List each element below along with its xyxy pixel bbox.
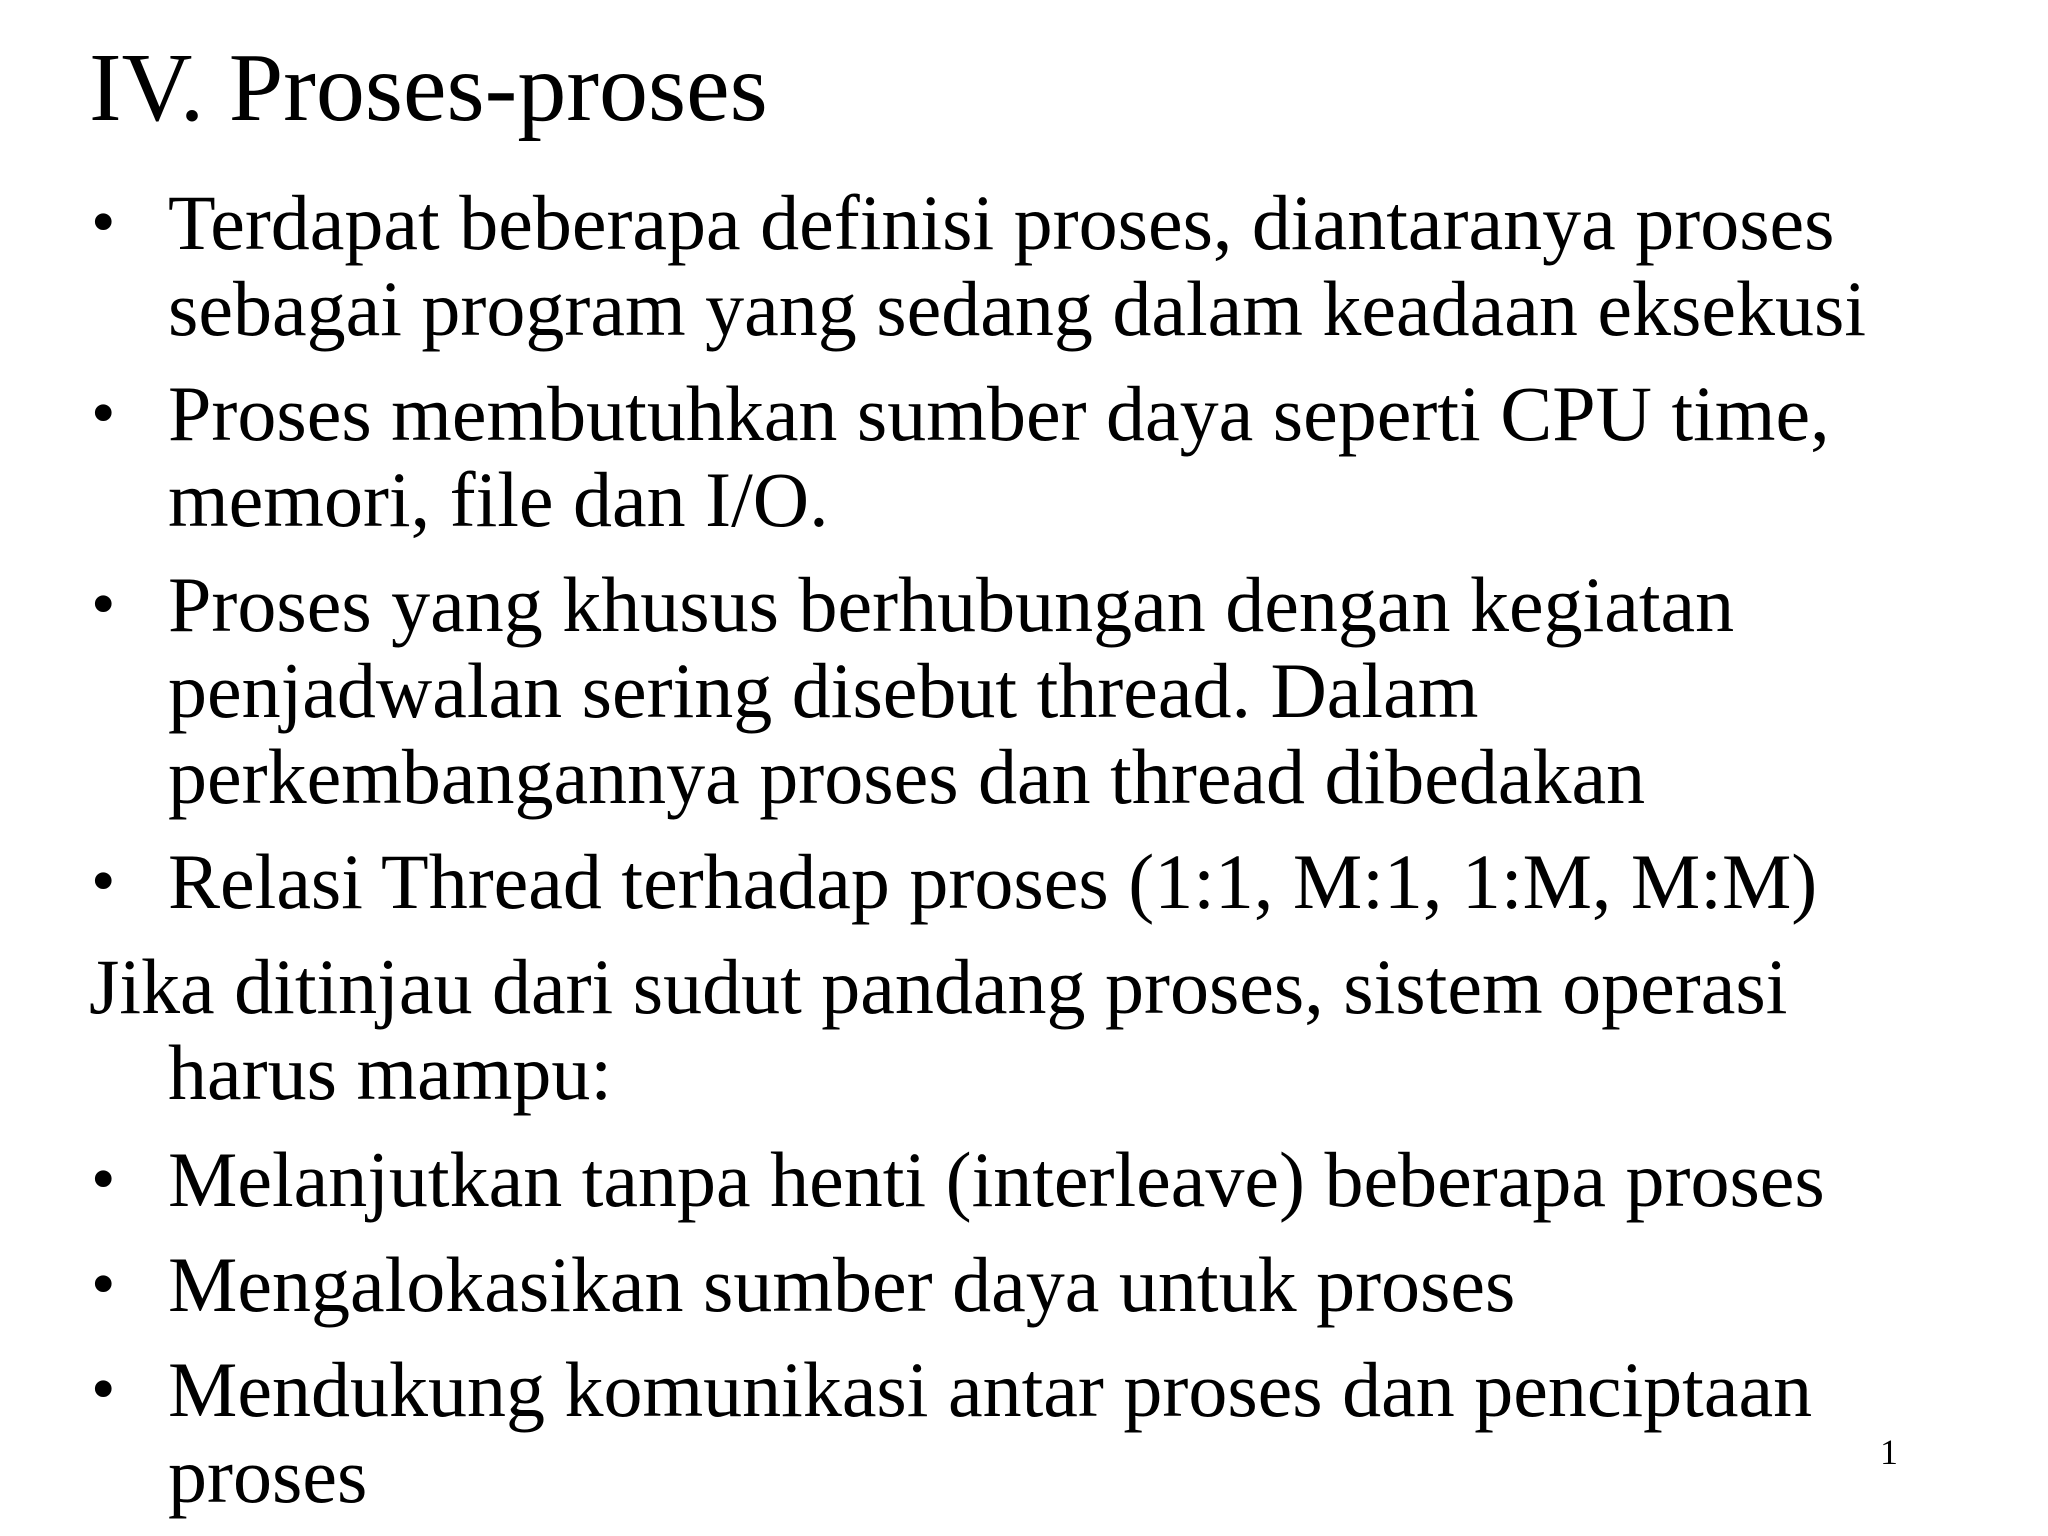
- bullet-text-line: Relasi Thread terhadap proses (1:1, M:1, 1:M, M:M): [168, 838, 1818, 925]
- bullet-marker: •: [91, 184, 116, 261]
- bullet-marker: •: [91, 843, 116, 920]
- bullet-text-line: sebagai program yang sedang dalam keadaan eksekusi: [168, 265, 1867, 352]
- bullet-text-line: perkembangannya proses dan thread dibedakan: [168, 733, 1646, 820]
- bullet-text-line: Mengalokasikan sumber daya untuk proses: [168, 1241, 1516, 1328]
- page-number: 1: [1880, 1432, 1898, 1472]
- bullet-marker: •: [91, 566, 116, 643]
- bullet-text-line: memori, file dan I/O.: [168, 456, 829, 543]
- bullet-marker: •: [91, 1351, 116, 1428]
- paragraph-line: Jika ditinjau dari sudut pandang proses, sistem operasi: [89, 943, 1788, 1030]
- paragraph-line: harus mampu:: [168, 1029, 613, 1116]
- bullet-text-line: proses: [168, 1432, 368, 1519]
- bullet-text-line: Proses yang khusus berhubungan dengan kegiatan: [168, 561, 1735, 648]
- bullet-marker: •: [91, 1246, 116, 1323]
- bullet-marker: •: [91, 375, 116, 452]
- bullet-text-line: penjadwalan sering disebut thread. Dalam: [168, 647, 1479, 734]
- bullet-text-line: Terdapat beberapa definisi proses, diantaranya proses: [168, 179, 1835, 266]
- bullet-text-line: Proses membutuhkan sumber daya seperti CPU time,: [168, 370, 1830, 457]
- bullet-marker: •: [91, 1141, 116, 1218]
- bullet-text-line: Melanjutkan tanpa henti (interleave) beberapa proses: [168, 1136, 1825, 1223]
- bullet-text-line: Mendukung komunikasi antar proses dan penciptaan: [168, 1346, 1813, 1433]
- slide-title: IV. Proses-proses: [89, 34, 768, 142]
